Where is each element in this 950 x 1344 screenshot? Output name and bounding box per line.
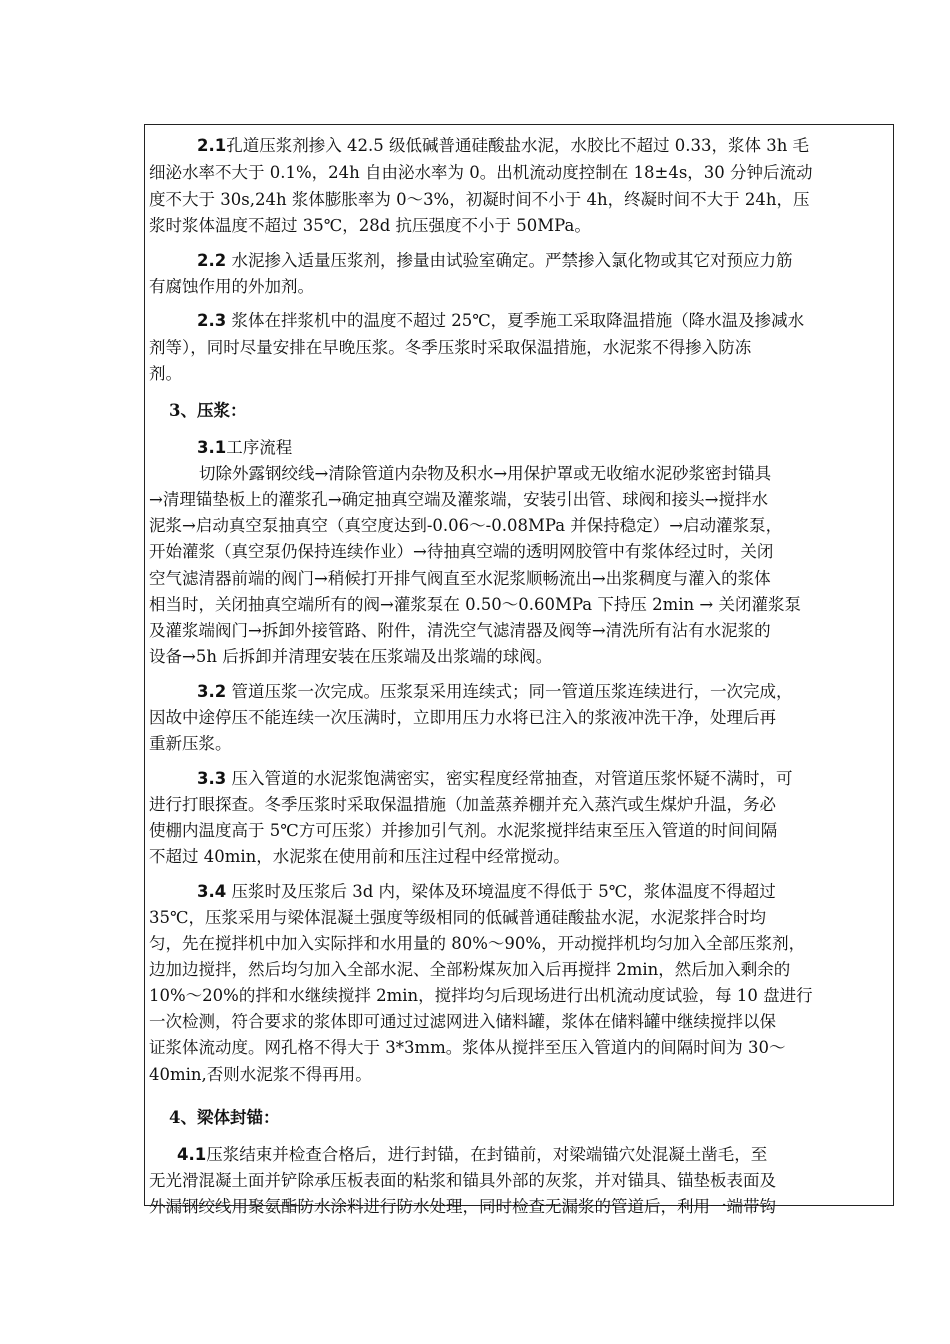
- line-text: 40min,否则水泥浆不得再用。: [149, 1065, 372, 1084]
- text-line: [149, 818, 777, 844]
- line-text: 压浆结束并检查合格后，进行封锚，在封锚前，对梁端锚穴处混凝土凿毛，至: [206, 1145, 768, 1164]
- text-line: [149, 160, 813, 186]
- line-text: 泥浆→启动真空泵抽真空（真空度达到-0.06～-0.08MPa 并保持稳定）→启动灌浆泵，: [149, 516, 783, 535]
- clause-number: 3.2: [197, 682, 227, 701]
- line-text: 度不大于 30s,24h 浆体膨胀率为 0～3%，初凝时间不小于 4h，终凝时间不大于 24h，压: [149, 190, 810, 209]
- line-text: 不超过 40min，水泥浆在使用前和压注过程中经常搅动。: [149, 847, 570, 866]
- line-text: 开始灌浆（真空泵仍保持连续作业）→待抽真空端的透明网胶管中有浆体经过时，关闭: [149, 542, 774, 561]
- clause-number: 3.4: [197, 882, 227, 901]
- line-text: 剂等），同时尽量安排在早晚压浆。冬季压浆时采取保温措施，水泥浆不得掺入防冻: [149, 338, 752, 357]
- line-text: 及灌浆端阀门→拆卸外接管路、附件，清洗空气滤清器及阀等→清洗所有沾有水泥浆的: [149, 621, 771, 640]
- text-line: [149, 539, 773, 565]
- text-line: [149, 566, 771, 592]
- clause-number: 2.1: [197, 136, 227, 155]
- clause-number: 2.3: [197, 311, 227, 330]
- line-text: →清理锚垫板上的灌浆孔→确定抽真空端及灌浆端，安装引出管、球阀和接头→搅拌水: [149, 490, 768, 509]
- text-line: [197, 879, 776, 905]
- line-text: 设备→5h 后拆卸并清理安装在压浆端及出浆端的球阀。: [149, 647, 553, 666]
- text-line: [149, 592, 801, 618]
- text-line: [149, 335, 751, 361]
- line-text: 因故中途停压不能连续一次压满时，立即用压力水将已注入的浆液冲洗干净，处理后再: [149, 708, 776, 727]
- text-line: [197, 679, 792, 705]
- text-line: [149, 1062, 372, 1088]
- line-text: 3、压浆：: [169, 401, 247, 420]
- line-text: 工序流程: [226, 438, 293, 457]
- text-line: [149, 905, 766, 931]
- clause-number: 3.1: [197, 438, 227, 457]
- text-line: [149, 361, 182, 387]
- text-line: [177, 1142, 767, 1168]
- text-line: [149, 213, 591, 239]
- text-line: [149, 274, 314, 300]
- line-text: 4、梁体封锚：: [169, 1108, 280, 1127]
- line-text: 重新压浆。: [149, 734, 232, 753]
- line-text: 进行打眼探查。冬季压浆时采取保温措施（加盖蒸养棚并充入蒸汽或生煤炉升温，务必: [149, 795, 776, 814]
- text-line: [149, 705, 776, 731]
- text-line: [149, 1168, 776, 1194]
- text-line: [149, 187, 809, 213]
- line-text: 有腐蚀作用的外加剂。: [149, 277, 314, 296]
- text-line: [197, 133, 809, 159]
- text-line: [197, 435, 292, 461]
- line-text: 压浆时及压浆后 3d 内，梁体及环境温度不得低于 5℃，浆体温度不得超过: [226, 882, 776, 901]
- document-frame: [144, 124, 894, 1216]
- text-line: [149, 644, 552, 670]
- text-line: [149, 487, 768, 513]
- line-text: 无光滑混凝土面并铲除承压板表面的粘浆和锚具外部的灰浆，并对锚具、锚垫板表面及: [149, 1171, 776, 1190]
- line-text: 边加边搅拌，然后均匀加入全部水泥、全部粉煤灰加入后再搅拌 2min，然后加入剩余的: [149, 960, 791, 979]
- text-line: [149, 957, 790, 983]
- line-text: 外漏钢绞线用聚氨酯防水涂料进行防水处理，同时检查无漏浆的管道后，利用一端带钩: [149, 1197, 776, 1216]
- text-line: [149, 618, 771, 644]
- line-text: 水泥掺入适量压浆剂，掺量由试验室确定。严禁掺入氯化物或其它对预应力筋: [226, 251, 793, 270]
- text-line: [197, 766, 792, 792]
- text-line: [149, 1194, 776, 1220]
- text-line: [197, 248, 792, 274]
- text-line: [149, 1009, 776, 1035]
- clause-number: 3.3: [197, 769, 227, 788]
- line-text: 匀，先在搅拌机中加入实际拌和水用量的 80%～90%，开动搅拌机均匀加入全部压浆剂，: [149, 934, 806, 953]
- clause-number: 2.2: [197, 251, 227, 270]
- line-text: 35℃，压浆采用与梁体混凝土强度等级相同的低碱普通硅酸盐水泥，水泥浆拌合时均: [149, 908, 766, 927]
- text-line: [197, 308, 804, 334]
- line-text: 切除外露钢绞线→清除管道内杂物及积水→用保护罩或无收缩水泥砂浆密封锚具: [199, 464, 772, 483]
- section-heading: [169, 1105, 279, 1131]
- text-line: [149, 792, 776, 818]
- line-text: 管道压浆一次完成。压浆泵采用连续式；同一管道压浆连续进行，一次完成，: [226, 682, 793, 701]
- line-text: 10%～20%的拌和水继续搅拌 2min，搅拌均匀后现场进行出机流动度试验，每 10 盘进行: [149, 986, 813, 1005]
- text-line: [149, 983, 813, 1009]
- text-line: [199, 461, 771, 487]
- line-text: 浆体在拌浆机中的温度不超过 25℃，夏季施工采取降温措施（降水温及掺减水: [226, 311, 805, 330]
- line-text: 空气滤清器前端的阀门→稍候打开排气阀直至水泥浆顺畅流出→出浆稠度与灌入的浆体: [149, 569, 771, 588]
- text-line: [149, 931, 805, 957]
- line-text: 一次检测，符合要求的浆体即可通过过滤网进入储料罐，浆体在储料罐中继续搅拌以保: [149, 1012, 776, 1031]
- line-text: 孔道压浆剂掺入 42.5 级低碱普通硅酸盐水泥，水胶比不超过 0.33，浆体 3h 毛: [226, 136, 810, 155]
- text-line: [149, 844, 570, 870]
- line-text: 剂。: [149, 364, 182, 383]
- text-line: [149, 1035, 786, 1061]
- line-text: 相当时，关闭抽真空端所有的阀→灌浆泵在 0.50～0.60MPa 下持压 2min → 关闭灌浆泵: [149, 595, 801, 614]
- line-text: 细泌水率不大于 0.1%，24h 自由泌水率为 0。出机流动度控制在 18±4s，30 分钟后流动: [149, 163, 813, 182]
- line-text: 压入管道的水泥浆饱满密实，密实程度经常抽查，对管道压浆怀疑不满时，可: [226, 769, 793, 788]
- section-heading: [169, 398, 246, 424]
- line-text: 浆时浆体温度不超过 35℃，28d 抗压强度不小于 50MPa。: [149, 216, 591, 235]
- clause-number: 4.1: [177, 1145, 207, 1164]
- text-line: [149, 731, 232, 757]
- line-text: 使棚内温度高于 5℃方可压浆）并掺加引气剂。水泥浆搅拌结束至压入管道的时间间隔: [149, 821, 778, 840]
- line-text: 证浆体流动度。网孔格不得大于 3*3mm。浆体从搅拌至压入管道内的间隔时间为 30～: [149, 1038, 786, 1057]
- text-line: [149, 513, 782, 539]
